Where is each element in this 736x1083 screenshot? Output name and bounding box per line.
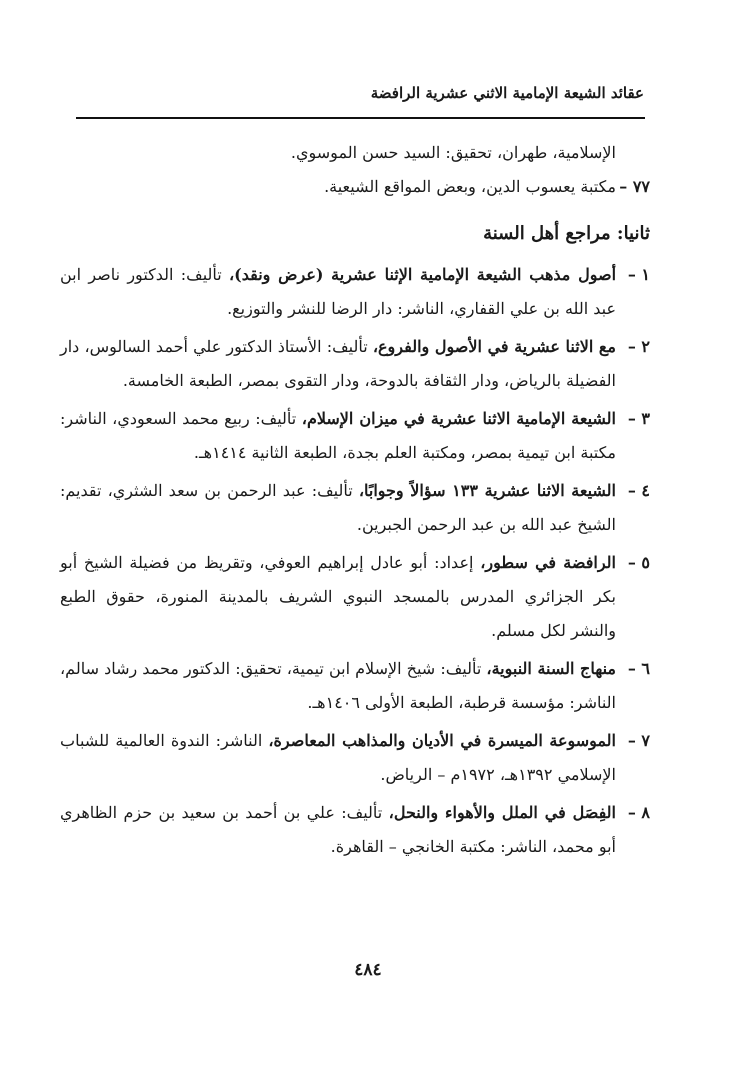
- entry-title: الشيعة الاثنا عشرية ١٣٣ سؤالاً وجوابًا،: [358, 481, 616, 500]
- reference-entry-77: [60, 170, 650, 204]
- entry-number: ١ –: [627, 265, 650, 284]
- entry-title: أصول مذهب الشيعة الإمامية الإثنا عشرية (عرض ونقد)،: [229, 265, 617, 284]
- reference-entry: [60, 652, 650, 720]
- section-heading: ثانيا: مراجع أهل السنة: [483, 223, 650, 244]
- entry-number: ٦ –: [627, 659, 650, 678]
- reference-entry: [60, 402, 650, 470]
- reference-entry: [60, 330, 650, 398]
- entry-details: تأليف: الأستاذ الدكتور علي أحمد السالوس، دار الفضيلة بالرياض، ودار الثقافة بالدوحة، ودار التقوى بمصر، الطبعة الخامسة.: [60, 337, 616, 390]
- entry-text: مكتبة يعسوب الدين، وبعض المواقع الشيعية.: [324, 177, 616, 196]
- entry-details: تأليف: شيخ الإسلام ابن تيمية، تحقيق: الدكتور محمد رشاد سالم، الناشر: مؤسسة قرطبة، الطبعة الأولى ١٤٠٦هـ.: [60, 659, 616, 712]
- entry-title: منهاج السنة النبوية،: [486, 659, 617, 678]
- reference-entry: [60, 796, 650, 864]
- entry-title: الموسوعة الميسرة في الأديان والمذاهب المعاصرة،: [268, 731, 616, 750]
- entry-details: تأليف: عبد الرحمن بن سعد الشثري، تقديم: الشيخ عبد الله بن عبد الرحمن الجبرين.: [60, 481, 616, 534]
- entry-details: إعداد: أبو عادل إبراهيم العوفي، وتقريظ من فضيلة الشيخ أبو بكر الجزائري المدرس بالمسجد النبوي الشريف بالمدينة المنورة، حقوق الطبع والنشر لكل مسلم.: [60, 553, 616, 640]
- page-number: ٤٨٤: [354, 960, 382, 980]
- entry-details: تأليف: الدكتور ناصر ابن عبد الله بن علي القفاري، الناشر: دار الرضا للنشر والتوزيع.: [60, 265, 616, 318]
- entry-number: ٥ –: [627, 553, 650, 572]
- entry-details: الناشر: الندوة العالمية للشباب الإسلامي ١٣٩٢هـ، ١٩٧٢م – الرياض.: [60, 731, 616, 784]
- entry-title: الشيعة الإمامية الاثنا عشرية في ميزان الإسلام،: [301, 409, 617, 428]
- continuation-line: الإسلامية، طهران، تحقيق: السيد حسن الموسوي.: [290, 143, 616, 162]
- running-header: عقائد الشيعة الإمامية الاثني عشرية الرافضة: [370, 84, 644, 102]
- entry-number: ٣ –: [627, 409, 650, 428]
- entry-number: ٨ –: [627, 803, 650, 822]
- entry-details: تأليف: علي بن أحمد بن سعيد بن حزم الظاهري أبو محمد، الناشر: مكتبة الخانجي – القاهرة.: [60, 803, 616, 856]
- entry-number: ٢ –: [627, 337, 650, 356]
- entry-title: مع الاثنا عشرية في الأصول والفروع،: [372, 337, 616, 356]
- entry-number: ٧٧ –: [619, 177, 650, 196]
- entry-number: ٤ –: [627, 481, 650, 500]
- body-text: [60, 136, 650, 864]
- reference-entry: [60, 258, 650, 326]
- reference-entry: [60, 546, 650, 648]
- reference-entry: [60, 474, 650, 542]
- entry-title: الرافضة في سطور،: [480, 553, 616, 572]
- entry-number: ٧ –: [627, 731, 650, 750]
- entry-title: الفِصَل في الملل والأهواء والنحل،: [388, 803, 617, 822]
- entry-details: تأليف: ربيع محمد السعودي، الناشر: مكتبة ابن تيمية بمصر، ومكتبة العلم بجدة، الطبعة الثانية ١٤١٤هـ.: [60, 409, 616, 462]
- reference-entry: [60, 724, 650, 792]
- header-rule: [76, 117, 645, 119]
